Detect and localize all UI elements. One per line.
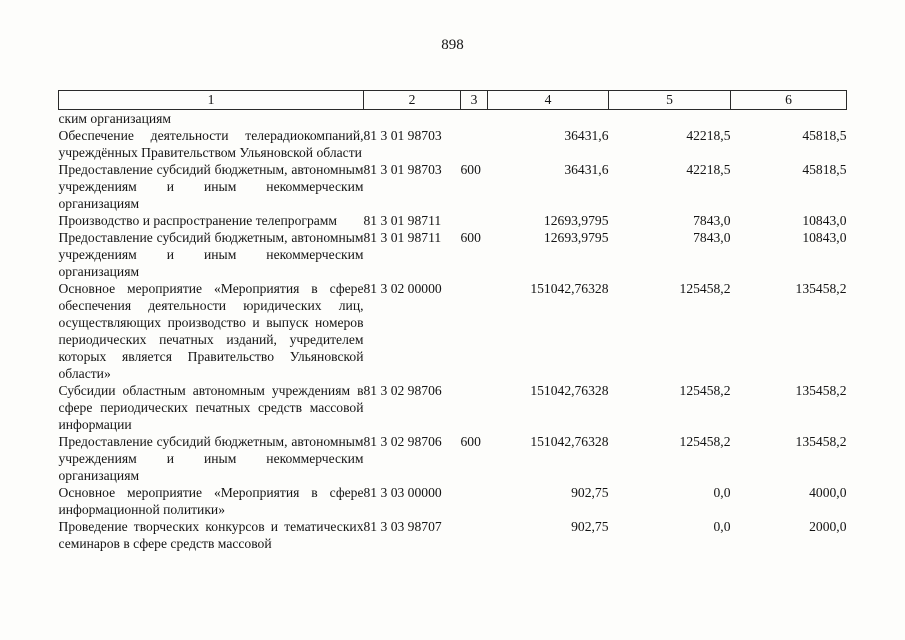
row-code: 81 3 01 98703 bbox=[363, 128, 442, 143]
row-value-col4: 902,75 bbox=[571, 519, 609, 534]
row-name: Предоставление субсидий бюджетным, автономным учреждениям и иным некоммерческим организациям bbox=[58, 434, 364, 483]
row-expense-type: 600 bbox=[460, 434, 481, 449]
row-expense-type: 600 bbox=[460, 162, 481, 177]
row-name: Субсидии областным автономным учреждениям в сфере периодических печатных средств массовой информации bbox=[58, 383, 364, 432]
row-value-col5: 42218,5 bbox=[686, 162, 731, 177]
row-expense-type bbox=[461, 484, 488, 518]
table-row bbox=[59, 484, 847, 518]
row-name: Предоставление субсидий бюджетным, автономным учреждениям и иным некоммерческим организациям bbox=[58, 162, 364, 211]
row-value-col6: 10843,0 bbox=[802, 230, 847, 245]
row-expense-type bbox=[461, 127, 488, 161]
table-row bbox=[59, 127, 847, 161]
table-row bbox=[59, 382, 847, 433]
row-value-col4: 151042,76328 bbox=[530, 281, 609, 296]
row-code bbox=[364, 110, 461, 128]
header-col-1: 1 bbox=[59, 91, 364, 110]
row-value-col4: 902,75 bbox=[571, 485, 609, 500]
row-code: 81 3 01 98711 bbox=[363, 230, 442, 245]
row-name: Основное мероприятие «Мероприятия в сфере обеспечения деятельности юридических лиц, осуществляющих производство и выпуск номеров периодических печатных изданий, учредителем которых является Правительство Ульяновской области» bbox=[58, 281, 364, 381]
row-code: 81 3 02 98706 bbox=[363, 383, 442, 398]
row-value-col4: 151042,76328 bbox=[530, 434, 609, 449]
row-value-col6: 4000,0 bbox=[809, 485, 847, 500]
table-row bbox=[59, 229, 847, 280]
row-value-col5: 42218,5 bbox=[686, 128, 731, 143]
row-value-col4: 12693,9795 bbox=[543, 230, 609, 245]
row-code: 81 3 03 00000 bbox=[363, 485, 442, 500]
row-expense-type: 600 bbox=[460, 230, 481, 245]
row-value-col5 bbox=[609, 110, 731, 128]
table-header bbox=[59, 91, 847, 110]
header-col-4: 4 bbox=[488, 91, 609, 110]
header-col-3: 3 bbox=[461, 91, 488, 110]
row-value-col6: 45818,5 bbox=[802, 128, 847, 143]
row-value-col6 bbox=[731, 110, 847, 128]
table-row bbox=[59, 110, 847, 128]
row-expense-type bbox=[461, 382, 488, 433]
table-row bbox=[59, 212, 847, 229]
table-row bbox=[59, 280, 847, 382]
row-value-col5: 125458,2 bbox=[679, 383, 731, 398]
row-name: Обеспечение деятельности телерадиокомпаний, учреждённых Правительством Ульяновской области bbox=[58, 128, 364, 160]
row-code: 81 3 01 98703 bbox=[363, 162, 442, 177]
header-col-2: 2 bbox=[364, 91, 461, 110]
row-value-col5: 0,0 bbox=[713, 485, 731, 500]
table-row bbox=[59, 518, 847, 552]
page-number: 898 bbox=[441, 37, 464, 53]
row-value-col4: 12693,9795 bbox=[543, 213, 609, 228]
row-expense-type bbox=[461, 280, 488, 382]
row-code: 81 3 02 00000 bbox=[363, 281, 442, 296]
row-value-col5: 125458,2 bbox=[679, 281, 731, 296]
row-value-col5: 125458,2 bbox=[679, 434, 731, 449]
row-name: Проведение творческих конкурсов и тематических семинаров в сфере средств массовой bbox=[58, 519, 364, 551]
row-code: 81 3 02 98706 bbox=[363, 434, 442, 449]
row-value-col5: 7843,0 bbox=[693, 230, 731, 245]
row-value-col6: 2000,0 bbox=[809, 519, 847, 534]
row-name: Предоставление субсидий бюджетным, автономным учреждениям и иным некоммерческим организациям bbox=[58, 230, 364, 279]
row-value-col5: 7843,0 bbox=[693, 213, 731, 228]
row-value-col6: 135458,2 bbox=[795, 281, 847, 296]
row-value-col5: 0,0 bbox=[713, 519, 731, 534]
header-col-5: 5 bbox=[609, 91, 731, 110]
header-row bbox=[59, 91, 847, 110]
row-value-col4 bbox=[488, 110, 609, 128]
row-expense-type bbox=[461, 212, 488, 229]
row-code: 81 3 01 98711 bbox=[363, 213, 442, 228]
row-code: 81 3 03 98707 bbox=[363, 519, 442, 534]
row-name: ским организациям bbox=[58, 111, 171, 126]
row-expense-type bbox=[461, 518, 488, 552]
row-value-col4: 36431,6 bbox=[564, 162, 609, 177]
budget-table bbox=[58, 90, 847, 552]
row-value-col6: 135458,2 bbox=[795, 383, 847, 398]
row-value-col4: 151042,76328 bbox=[530, 383, 609, 398]
row-expense-type bbox=[461, 110, 488, 128]
header-col-6: 6 bbox=[731, 91, 847, 110]
table-row bbox=[59, 433, 847, 484]
row-value-col6: 45818,5 bbox=[802, 162, 847, 177]
row-name: Основное мероприятие «Мероприятия в сфере информационной политики» bbox=[58, 485, 364, 517]
row-value-col6: 10843,0 bbox=[802, 213, 847, 228]
table-row bbox=[59, 161, 847, 212]
row-name: Производство и распространение телепрограмм bbox=[58, 213, 337, 228]
row-value-col4: 36431,6 bbox=[564, 128, 609, 143]
row-value-col6: 135458,2 bbox=[795, 434, 847, 449]
